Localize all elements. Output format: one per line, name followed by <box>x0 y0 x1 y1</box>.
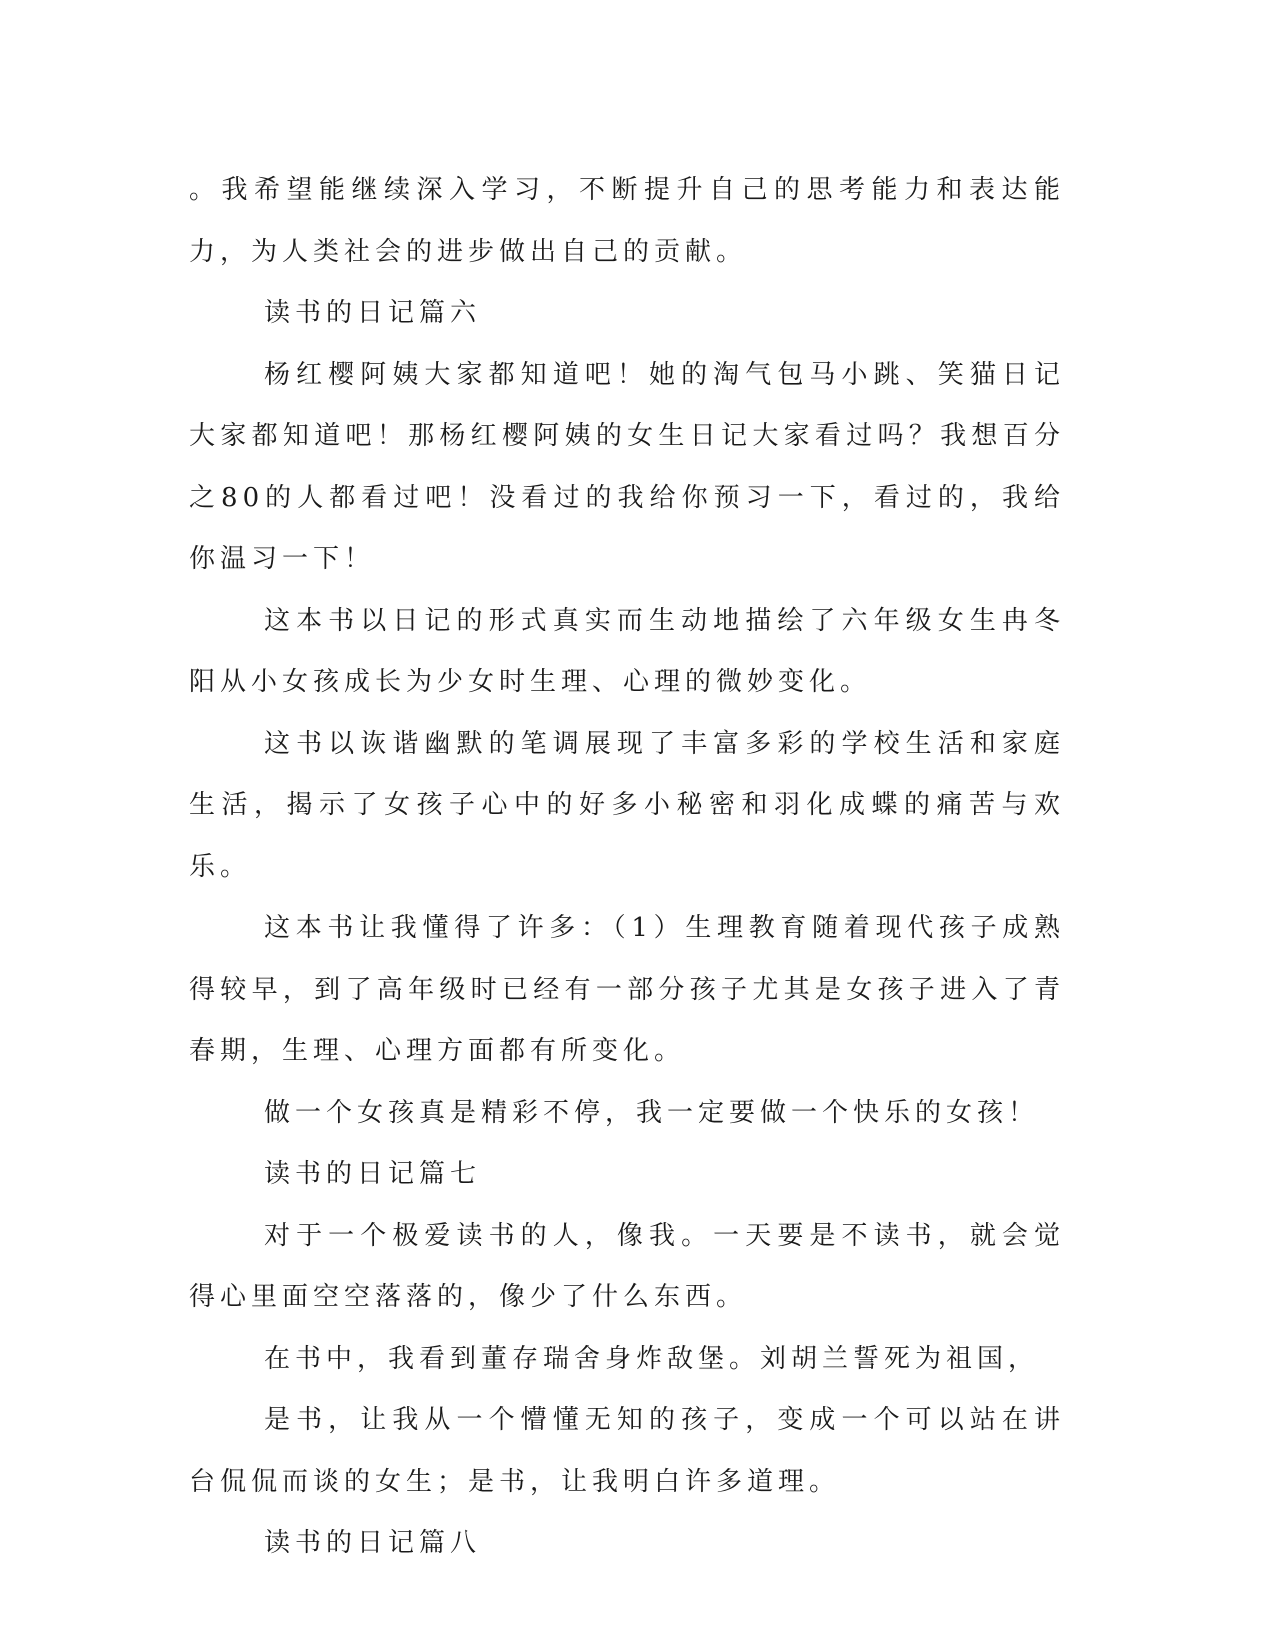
paragraph: 对于一个极爱读书的人，像我。一天要是不读书，就会觉得心里面空空落落的，像少了什么东西。 <box>189 1220 1065 1312</box>
paragraph-continuation: 。我希望能继续深入学习，不断提升自己的思考能力和表达能力，为人类社会的进步做出自己的贡献。 <box>189 175 1065 267</box>
paragraph: 这本书以日记的形式真实而生动地描绘了六年级女生冉冬阳从小女孩成长为少女时生理、心理的微妙变化。 <box>189 605 1065 697</box>
paragraph: 是书，让我从一个懵懂无知的孩子，变成一个可以站在讲台侃侃而谈的女生；是书，让我明白许多道理。 <box>189 1405 1065 1497</box>
paragraph: 做一个女孩真是精彩不停，我一定要做一个快乐的女孩！ <box>264 1097 1040 1128</box>
paragraph: 在书中，我看到董存瑞舍身炸敌堡。刘胡兰誓死为祖国， <box>264 1343 1040 1374</box>
section-heading-eight: 读书的日记篇八 <box>264 1528 482 1558</box>
paragraph: 这本书让我懂得了许多：（1）生理教育随着现代孩子成熟得较早，到了高年级时已经有一部分孩子尤其是女孩子进入了青春期，生理、心理方面都有所变化。 <box>189 913 1065 1066</box>
paragraph: 这书以诙谐幽默的笔调展现了丰富多彩的学校生活和家庭生活，揭示了女孩子心中的好多小秘密和羽化成蝶的痛苦与欢乐。 <box>189 728 1065 882</box>
document-body <box>189 160 1065 1575</box>
section-heading-six: 读书的日记篇六 <box>264 298 482 328</box>
section-heading-seven: 读书的日记篇七 <box>264 1159 482 1189</box>
paragraph: 杨红樱阿姨大家都知道吧！她的淘气包马小跳、笑猫日记大家都知道吧！那杨红樱阿姨的女生日记大家看过吗？我想百分之80的人都看过吧！没看过的我给你预习一下，看过的，我给你温习一下！ <box>189 359 1065 574</box>
